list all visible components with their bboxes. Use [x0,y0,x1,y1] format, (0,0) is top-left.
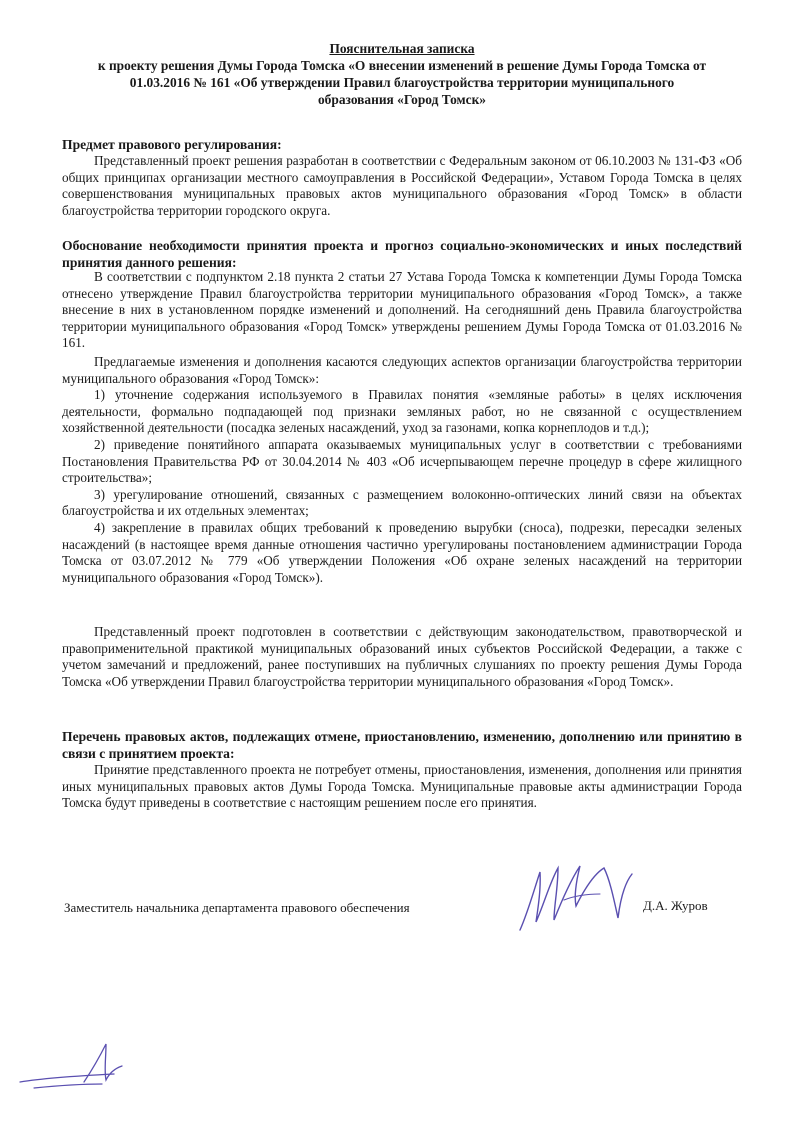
rationale-heading: Обоснование необходимости принятия проекта и прогноз социально-экономических и иных последствий принятия данного решения: [62,238,742,270]
conclusion-paragraph: Представленный проект подготовлен в соответствии с действующим законодательством, правотворческой и правоприменительной практикой муниципальных образований иных субъектов Российской Федерации, а также с учетом замечаний и предложений, ранее поступивших на публичных слушаниях по проекту решения Думы Города Томска «Об утверждении Правил благоустройства территории муниципального образования «Город Томск». [62,624,742,689]
document-page [62,40,742,915]
rationale-item-4: 4) закрепление в правилах общих требований к проведению вырубки (сноса), подрезки, пересадки зеленых насаждений (в настоящее время данные отношения частично урегулированы постановлением администрации Города Томска от 03.07.2012 № 779 «Об утверждении Положения «Об охране зеленых насаждений на территории муниципального образования «Город Томск»). [62,519,742,585]
document-subtitle-line-3: образования «Город Томск» [317,92,486,107]
rationale-item-2: 2) приведение понятийного аппарата оказываемых муниципальных услуг в соответствии с требованиями Постановления Правительства РФ от 30.04.2014 № 403 «Об исчерпывающем перечне процедур в сфере жилищного строительства»; [62,436,742,486]
rationale-paragraph-1: В соответствии с подпунктом 2.18 пункта 2 статьи 27 Устава Города Томска к компетенции Думы Города Томска отнесено утверждение Правил благоустройства территории муниципального образования «Город Томск», а также внесение в них в установленном порядке изменений и дополнений. На сегодняшний день Правила благоустройства территории муниципального образования «Город Томск» утверждены решением Думы Города Томска от 01.03.2016 № 161. [62,269,742,351]
subject-heading: Предмет правового регулирования: [62,137,282,152]
rationale-paragraph-2: Предлагаемые изменения и дополнения касаются следующих аспектов организации благоустройства территории муниципального образования «Город Томск»: [62,353,742,386]
document-subtitle-line-1: к проекту решения Думы Города Томска «О внесении изменений в решение Думы Города Томска от [97,58,707,73]
rationale-body [62,269,742,586]
handwritten-signature-icon [514,860,634,935]
rationale-item-3: 3) урегулирование отношений, связанных с размещением волоконно-оптических линий связи на объектах благоустройства и их отдельных элементах; [62,486,742,519]
acts-paragraph: Принятие представленного проекта не потребует отмены, приостановления, изменения, дополнения или принятия иных муниципальных правовых актов Думы Города Томска. Муниципальные правовые акты администрации Города Томска будут приведены в соответствие с настоящим решением после его принятия. [62,762,742,811]
document-subtitle-line-2: 01.03.2016 № 161 «Об утверждении Правил благоустройства территории муниципального [129,75,675,90]
subject-paragraph: Представленный проект решения разработан в соответствии с Федеральным законом от 06.10.2003 № 131-ФЗ «Об общих принципах организации местного самоуправления в Российской Федерации», Уставом Города Томска в целях совершенствования муниципальных правовых актов муниципального образования «Город Томск» в области благоустройства территории городского округа. [62,153,742,218]
signatory-position: Заместитель начальника департамента правового обеспечения [64,900,410,915]
acts-heading: Перечень правовых актов, подлежащих отмене, приостановлению, изменению, дополнению или принятию в связи с принятием проекта: [62,729,742,761]
initials-mark-icon [14,1038,134,1098]
signature-block [62,858,742,938]
signatory-name: Д.А. Журов [643,898,708,913]
document-title: Пояснительная записка [329,41,475,56]
rationale-item-1: 1) уточнение содержания используемого в Правилах понятия «земляные работы» в целях исключения деятельности, формально подпадающей под признаки земляных работ, но не связанной с осуществлением хозяйственной деятельности (посадка зеленых насаждений, уход за газонами, копка корнеплодов и т.д.); [62,387,742,436]
document-title-block [62,40,742,108]
